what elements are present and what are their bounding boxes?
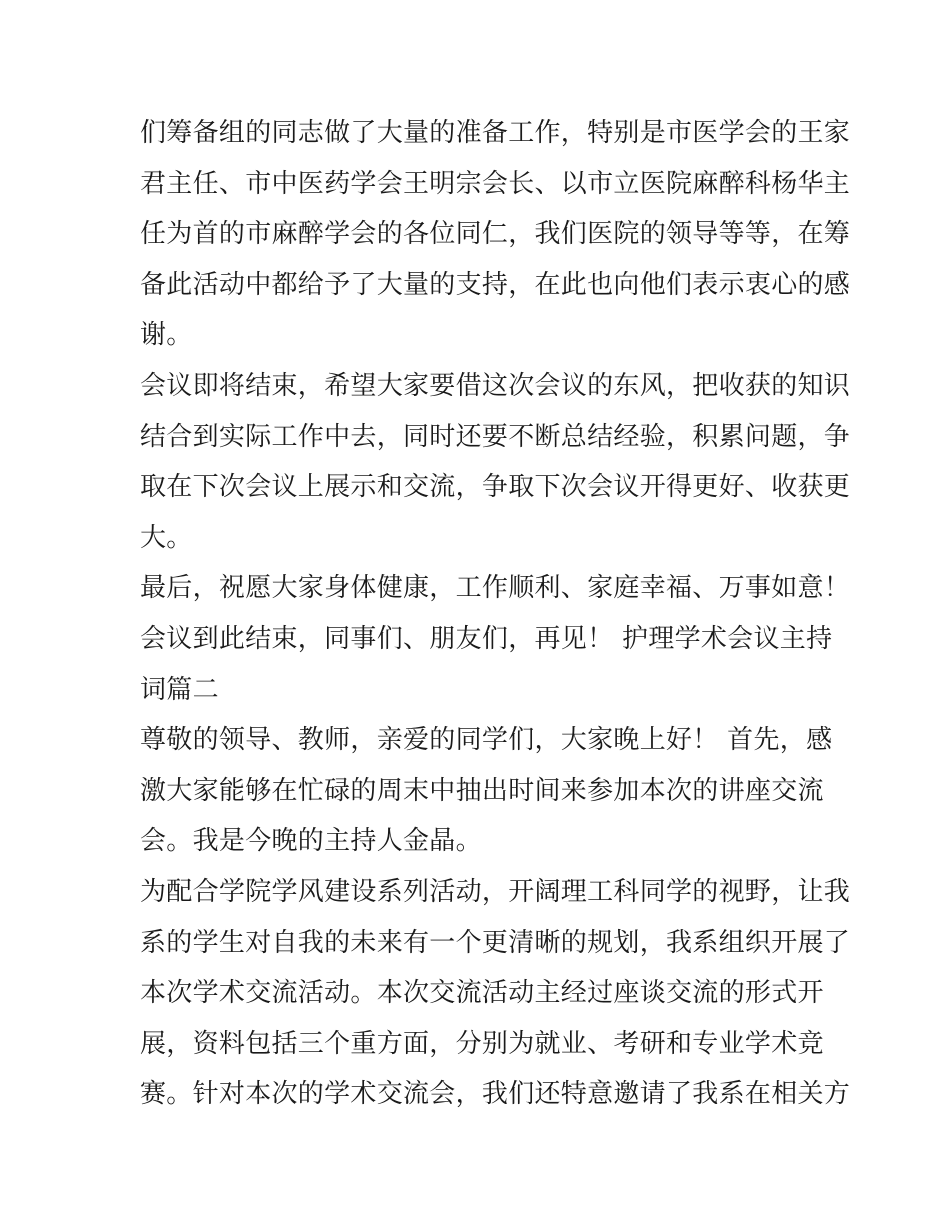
- text-line: 大。: [140, 522, 193, 553]
- text-line: 最后，祝愿大家身体健康，工作顺利、家庭幸福、万事如意！: [140, 573, 851, 604]
- text-line: 赛。针对本次的学术交流会，我们还特意邀请了我系在相关方: [140, 1079, 851, 1110]
- text-line: 为配合学院学风建设系列活动，开阔理工科同学的视野，让我: [140, 876, 851, 907]
- text-line: 任为首的市麻醉学会的各位同仁，我们医院的领导等等，在筹: [140, 219, 851, 250]
- text-line: 激大家能够在忙碌的周末中抽出时间来参加本次的讲座交流: [140, 775, 824, 806]
- text-line: 词篇二: [140, 674, 219, 705]
- text-line: 会议到此结束，同事们、朋友们，再见！ 护理学术会议主持: [140, 623, 833, 654]
- text-line: 本次学术交流活动。本次交流活动主经过座谈交流的形式开: [140, 978, 824, 1009]
- text-line: 谢。: [140, 320, 193, 351]
- text-line: 会议即将结束，希望大家要借这次会议的东风，把收获的知识: [140, 370, 851, 401]
- text-line: 展，资料包括三个重方面，分别为就业、考研和专业学术竞: [140, 1028, 824, 1059]
- text-line: 君主任、市中医药学会王明宗会长、以市立医院麻醉科杨华主: [140, 168, 851, 199]
- text-line: 尊敬的领导、教师，亲爱的同学们，大家晚上好！ 首先，感: [140, 725, 833, 756]
- text-line: 系的学生对自我的未来有一个更清晰的规划，我系组织开展了: [140, 927, 851, 958]
- text-line: 会。我是今晚的主持人金晶。: [140, 826, 482, 857]
- text-line: 们筹备组的同志做了大量的准备工作，特别是市医学会的王家: [140, 118, 851, 148]
- text-line: 备此活动中都给予了大量的支持，在此也向他们表示衷心的感: [140, 269, 851, 300]
- document-body: [140, 108, 851, 1120]
- text-line: 结合到实际工作中去，同时还要不断总结经验，积累问题，争: [140, 421, 851, 452]
- text-line: 取在下次会议上展示和交流，争取下次会议开得更好、收获更: [140, 472, 851, 503]
